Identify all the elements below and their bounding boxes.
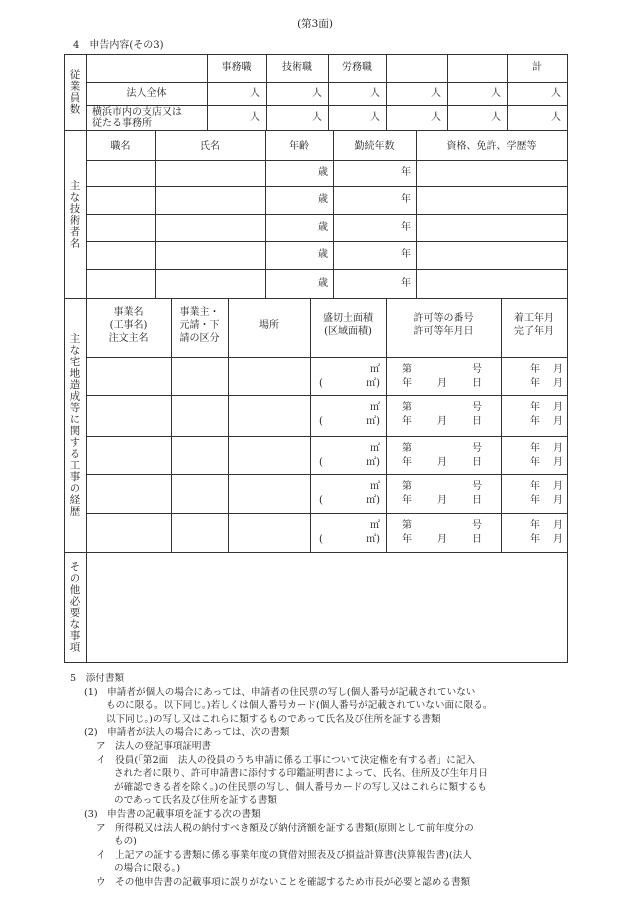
attachment-line: ものに限る。以下同じ。)若しくは個人番号カード(個人番号が記載されていない面に限る。	[106, 700, 493, 712]
person-unit: 人	[431, 87, 441, 99]
rule-line	[86, 214, 567, 215]
rule-line	[86, 186, 567, 187]
area-paren-unit: ㎡)	[366, 457, 380, 468]
rule-line	[386, 54, 387, 130]
permit-number-suffix: 号	[472, 520, 482, 531]
area-unit: ㎡	[370, 364, 380, 375]
area-paren: (	[319, 534, 323, 545]
finish-year: 年	[530, 457, 540, 468]
rule-line	[86, 513, 567, 514]
attachment-line: ウ その他申告書の記載事項に誤りがないことを確認するため市長が必要と認める書類	[96, 876, 471, 888]
rule-line	[86, 105, 567, 106]
rule-line	[86, 474, 567, 475]
permit-year: 年	[402, 534, 412, 545]
engineer-header-years: 勤続年数	[354, 141, 395, 152]
finish-month: 月	[553, 495, 563, 506]
works-header-area: (区域面積)	[324, 326, 372, 337]
start-month: 月	[553, 520, 563, 531]
person-unit: 人	[312, 87, 322, 99]
attachment-line: 以下同じ。)の写し又はこれらに類するものであって氏名及び住所を証する書類	[106, 713, 441, 725]
rule-line	[86, 357, 567, 358]
works-header-area: 盛切土面積	[323, 313, 373, 324]
works-vertical-label: 主な宅地造成等に関する工事の経歴	[68, 333, 81, 517]
area-paren-unit: ㎡)	[366, 534, 380, 545]
works-header-permit: 許可等の番号	[413, 313, 474, 324]
rule-line	[265, 130, 266, 298]
person-unit: 人	[491, 87, 501, 99]
finish-month: 月	[553, 534, 563, 545]
service-year-unit: 年	[401, 221, 411, 233]
works-header-permit-date: 許可等年月日	[413, 326, 474, 337]
finish-year: 年	[530, 534, 540, 545]
attachment-line: もの)	[114, 836, 137, 848]
person-unit: 人	[250, 111, 260, 123]
attachment-line: された者に限り、許可申請書に添付する印鑑証明書によって、氏名、住所及び生年月日	[114, 768, 488, 780]
rule-line	[86, 269, 567, 270]
rule-line	[416, 130, 417, 298]
employee-row-label-branch: 従たる事務所	[92, 118, 152, 129]
area-paren: (	[319, 378, 323, 389]
attachment-line: のであって氏名及び住所を証する書類	[114, 795, 277, 807]
person-unit: 人	[370, 87, 380, 99]
employee-row-label-branch: 横浜市内の支店又は	[92, 107, 182, 118]
permit-number-prefix: 第	[402, 402, 412, 413]
attachment-line: の場合に限る。)	[114, 863, 181, 875]
person-unit: 人	[491, 111, 501, 123]
attachment-line: が確認できる者を除く。)の住民票の写し、個人番号カードの写し又はこれらに類するも	[114, 781, 487, 793]
area-unit: ㎡	[370, 402, 380, 413]
permit-day: 日	[472, 457, 482, 468]
permit-year: 年	[402, 416, 412, 427]
person-unit: 人	[551, 111, 561, 123]
finish-year: 年	[530, 416, 540, 427]
attachment-line: (1) 申請者が個人の場合にあっては、申請者の住民票の写し(個人番号が記載されていない	[84, 686, 476, 698]
start-month: 月	[553, 402, 563, 413]
rule-line	[86, 241, 567, 242]
age-unit: 歳	[318, 277, 328, 289]
works-header-class: 事業主・	[179, 307, 220, 318]
employees-vertical-label: 従業員数	[68, 69, 81, 115]
engineer-header-age: 年齢	[289, 141, 309, 152]
permit-number-suffix: 号	[472, 481, 482, 492]
permit-day: 日	[472, 416, 482, 427]
person-unit: 人	[250, 87, 260, 99]
attachments-heading: 5 添付書類	[70, 673, 125, 684]
start-year: 年	[530, 481, 540, 492]
works-header-name: 事業名	[113, 307, 144, 318]
start-month: 月	[553, 481, 563, 492]
service-year-unit: 年	[401, 249, 411, 260]
start-month: 月	[553, 364, 563, 375]
finish-year: 年	[530, 378, 540, 389]
person-unit: 人	[312, 111, 322, 123]
finish-year: 年	[530, 495, 540, 506]
finish-month: 月	[553, 416, 563, 427]
rule-line	[86, 395, 567, 396]
employee-header-cell: 事務職	[221, 62, 252, 73]
permit-month: 月	[437, 378, 447, 389]
start-year: 年	[530, 402, 540, 413]
permit-month: 月	[437, 416, 447, 427]
works-header-class: 元請・下	[179, 320, 220, 331]
works-header-start: 着工年月	[514, 313, 554, 324]
rule-line	[86, 436, 567, 437]
rule-line	[64, 54, 567, 55]
attachment-line: ア 所得税又は法人税の納付すべき額及び納付済額を証する書類(原則として前年度分の	[96, 822, 474, 834]
person-unit: 人	[431, 111, 441, 123]
permit-number-suffix: 号	[472, 364, 482, 375]
start-year: 年	[530, 443, 540, 454]
employee-row-label-all: 法人全体	[126, 88, 167, 99]
age-unit: 歳	[318, 167, 328, 178]
permit-day: 日	[472, 495, 482, 506]
person-unit: 人	[370, 111, 380, 123]
rule-line	[86, 160, 567, 161]
employee-header-cell: 技術職	[282, 62, 312, 73]
age-unit: 歳	[318, 194, 328, 205]
start-year: 年	[530, 364, 540, 375]
works-header-place: 場所	[259, 320, 279, 331]
permit-number-prefix: 第	[402, 520, 412, 531]
permit-day: 日	[472, 378, 482, 389]
area-paren: (	[319, 416, 323, 427]
attachment-line: イ 上記アの証する書類に係る事業年度の貸借対照表及び損益計算書(決算報告書)(法人	[96, 849, 472, 861]
permit-number-prefix: 第	[402, 364, 412, 375]
employee-header-cell: 計	[532, 62, 542, 73]
age-unit: 歳	[318, 221, 328, 233]
start-year: 年	[530, 520, 540, 531]
age-unit: 歳	[318, 249, 328, 260]
rule-line	[64, 662, 567, 663]
service-year-unit: 年	[401, 194, 411, 205]
attachment-line: (2) 申請者が法人の場合にあっては、次の書類	[84, 727, 290, 739]
permit-number-suffix: 号	[472, 443, 482, 454]
permit-year: 年	[402, 378, 412, 389]
area-unit: ㎡	[370, 443, 380, 454]
area-paren-unit: ㎡)	[366, 495, 380, 506]
permit-day: 日	[472, 534, 482, 545]
permit-number-prefix: 第	[402, 443, 412, 454]
rule-line	[567, 54, 568, 663]
rule-line	[333, 130, 334, 298]
employee-header-cell: 労務職	[342, 62, 372, 73]
rule-line	[64, 552, 567, 553]
area-paren: (	[319, 495, 323, 506]
service-year-unit: 年	[401, 167, 411, 178]
area-unit: ㎡	[370, 520, 380, 531]
permit-month: 月	[437, 495, 447, 506]
rule-line	[447, 54, 448, 130]
person-unit: 人	[551, 87, 561, 99]
other-vertical-label: その他必要な事項	[68, 561, 81, 653]
engineer-header-title: 職名	[110, 141, 131, 152]
area-paren-unit: ㎡)	[366, 378, 380, 389]
rule-line	[64, 298, 567, 299]
permit-month: 月	[437, 534, 447, 545]
permit-number-suffix: 号	[472, 402, 482, 413]
engineers-vertical-label: 主な技術者名	[68, 179, 81, 249]
attachment-line: イ 役員(「第2面 法人の役員のうち申請に係る工事について決定権を有する者」に記入	[96, 754, 476, 766]
finish-month: 月	[553, 457, 563, 468]
permit-number-prefix: 第	[402, 481, 412, 492]
service-year-unit: 年	[401, 277, 411, 289]
permit-year: 年	[402, 495, 412, 506]
rule-line	[228, 298, 229, 552]
works-header-finish: 完了年月	[514, 326, 554, 337]
works-header-client: 注文主名	[108, 333, 149, 344]
works-header-class: 請の区分	[179, 333, 220, 344]
area-unit: ㎡	[370, 481, 380, 492]
start-month: 月	[553, 443, 563, 454]
attachments-notes	[70, 672, 580, 890]
permit-year: 年	[402, 457, 412, 468]
finish-month: 月	[553, 378, 563, 389]
rule-line	[155, 130, 156, 298]
rule-line	[86, 82, 567, 83]
section-heading: 4 申告内容(その3)	[73, 40, 164, 51]
area-paren-unit: ㎡)	[366, 416, 380, 427]
page-label: (第3面)	[297, 18, 333, 30]
engineer-header-name: 氏名	[200, 141, 220, 152]
attachment-line: ア 法人の登記事項証明書	[96, 740, 212, 752]
permit-month: 月	[437, 457, 447, 468]
attachment-line: (3) 申告書の記載事項を証する次の書類	[84, 808, 261, 820]
engineer-header-qualifications: 資格、免許、学歴等	[446, 141, 537, 152]
works-header-name: (工事名)	[109, 320, 148, 331]
area-paren: (	[319, 457, 323, 468]
